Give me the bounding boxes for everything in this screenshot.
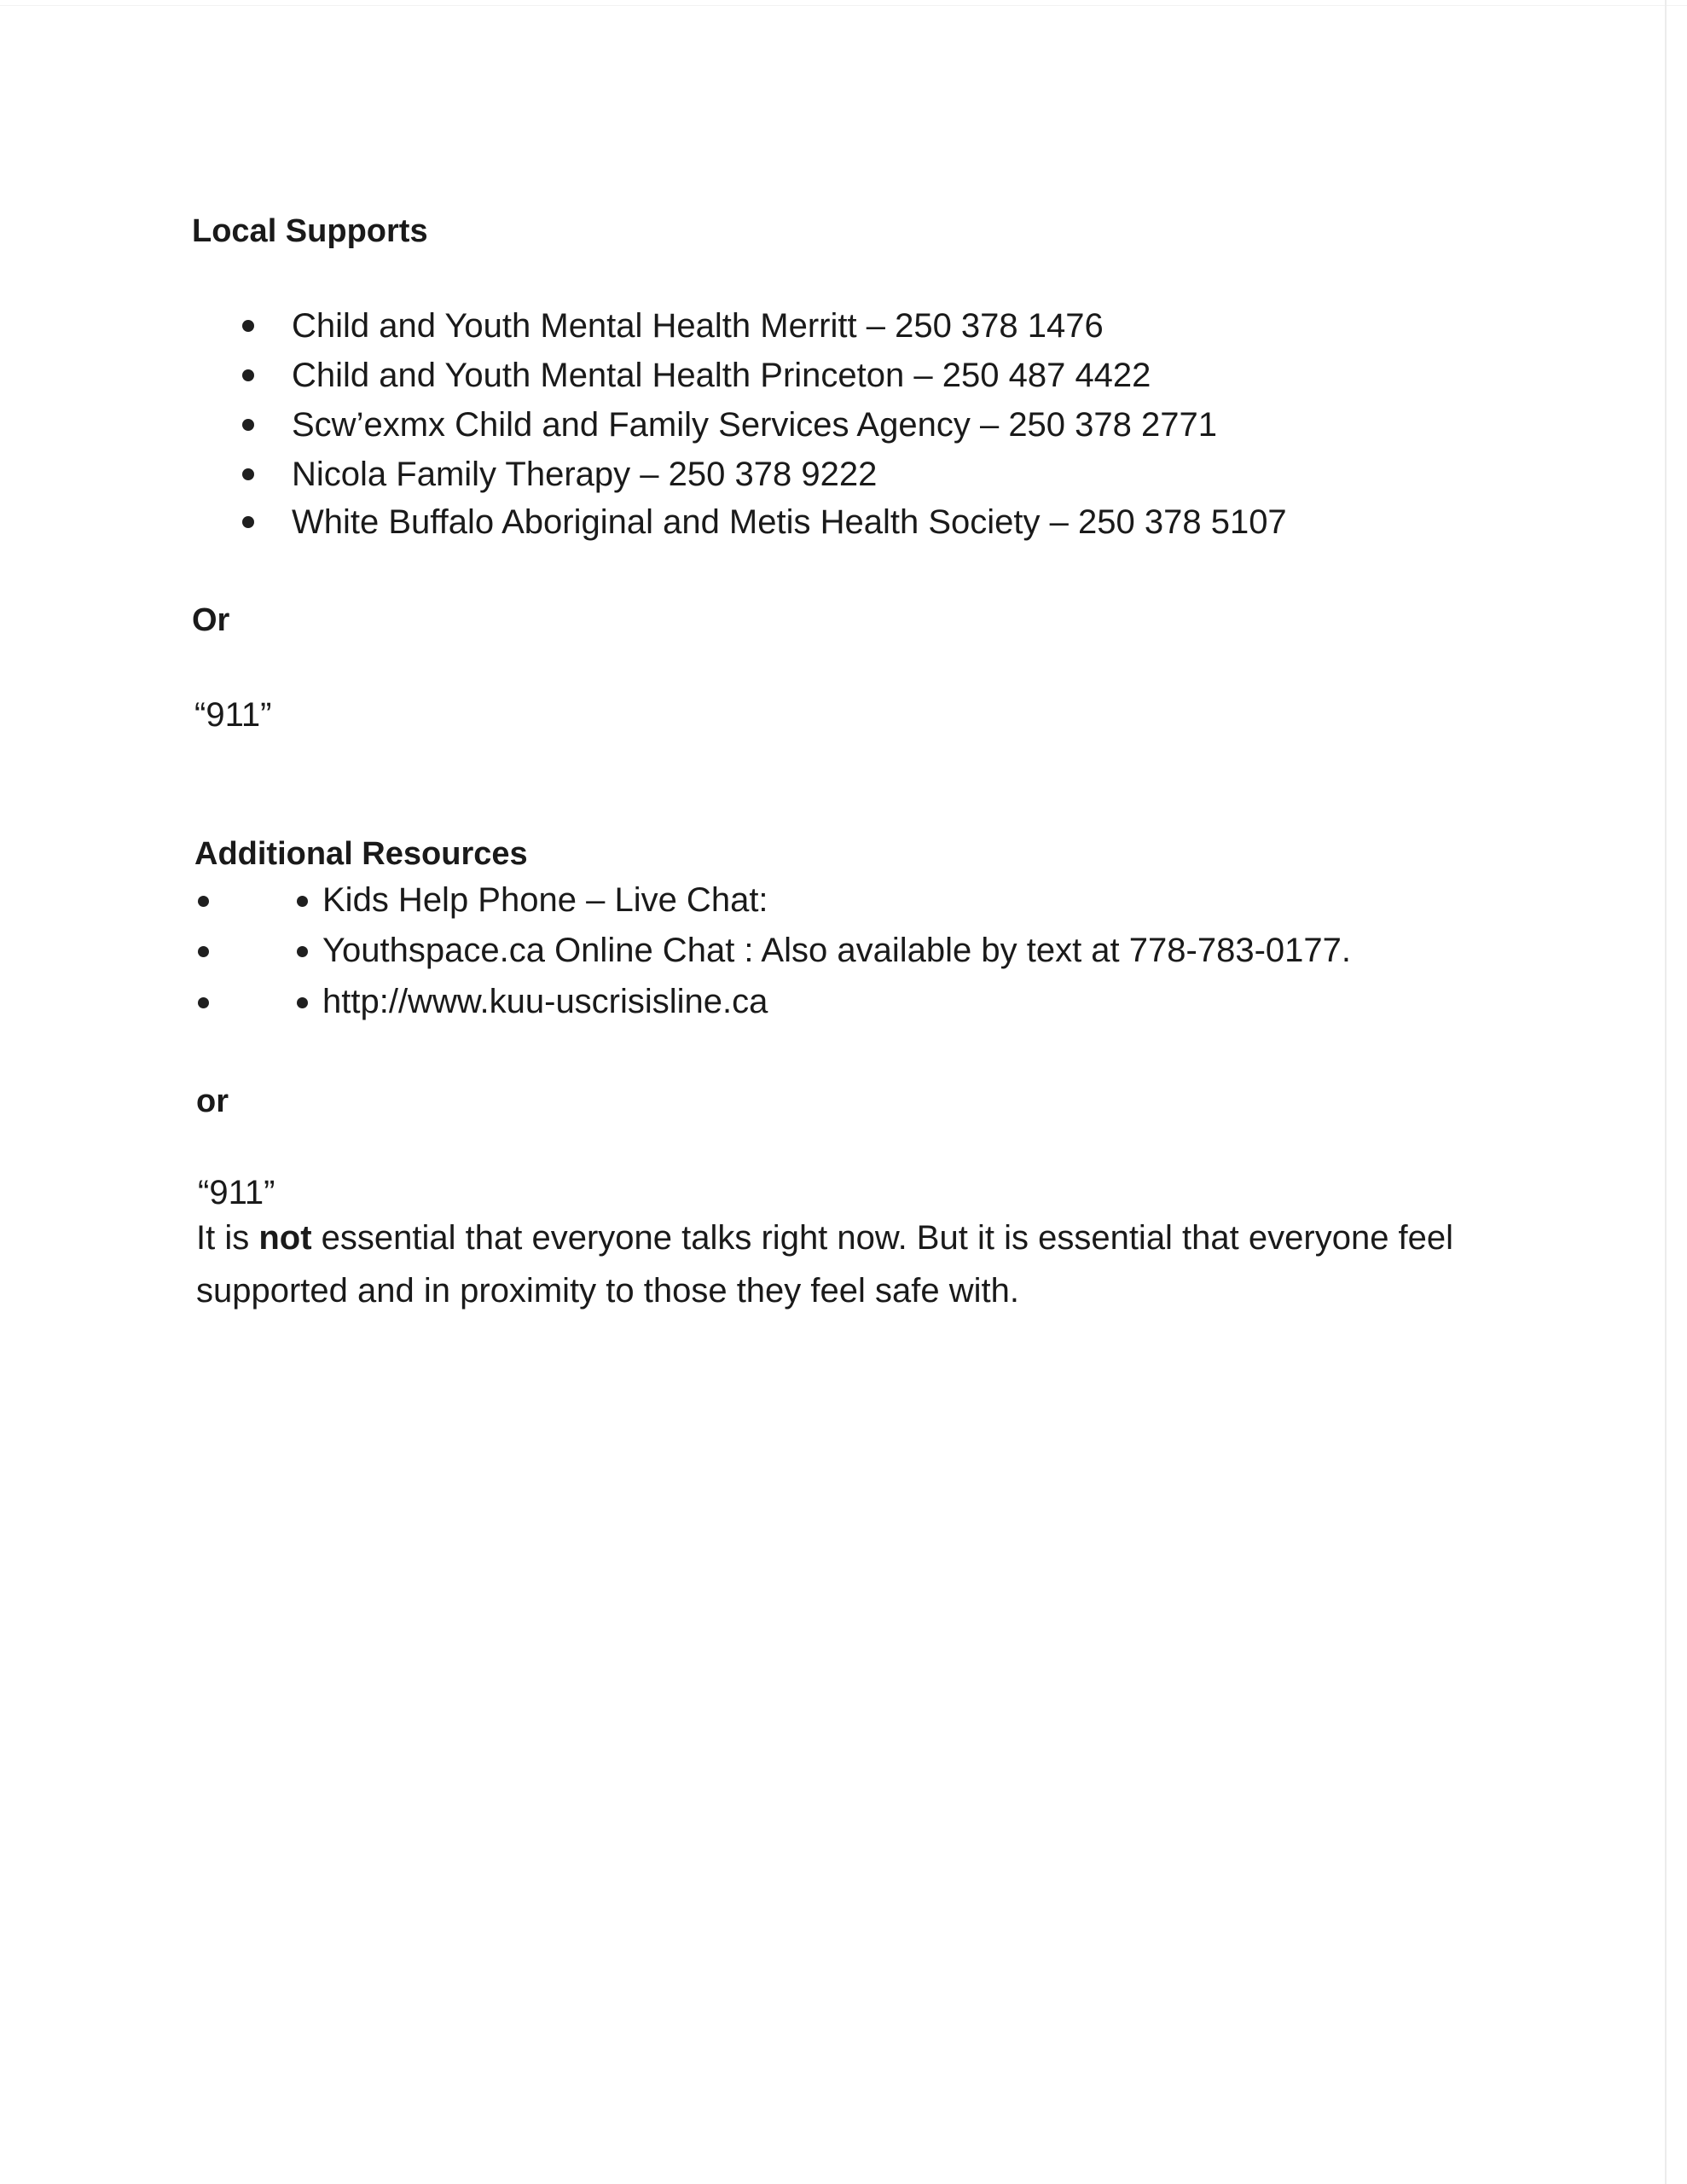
local-supports-heading: Local Supports (192, 213, 428, 249)
list-item-text: Scw’exmx Child and Family Services Agency – 250 378 2771 (292, 406, 1217, 444)
closing-rest: essential that everyone talks right now. But it is essential that everyone feel supported and in proximity to those they feel safe with. (196, 1219, 1454, 1310)
bullet-icon (242, 369, 254, 381)
closing-emphasis: not (258, 1219, 312, 1257)
bullet-icon (297, 946, 308, 957)
list-item-text: Youthspace.ca Online Chat : Also available by text at 778-783-0177. (322, 932, 1351, 969)
bullet-icon (198, 946, 209, 957)
bullet-icon (242, 419, 254, 431)
closing-paragraph (196, 1211, 1527, 1317)
list-item-text: http://www.kuu-uscrisisline.ca (322, 983, 768, 1020)
bullet-icon (242, 320, 254, 332)
additional-resources-heading: Additional Resources (194, 836, 528, 872)
list-item-text: Child and Youth Mental Health Princeton – 250 487 4422 (292, 357, 1151, 394)
closing-lead: It is (196, 1219, 259, 1257)
bullet-icon (297, 997, 308, 1008)
list-item-text: Kids Help Phone – Live Chat: (322, 881, 768, 919)
bullet-icon (297, 896, 308, 907)
or-label: Or (192, 602, 230, 638)
emergency-number: “911” (194, 696, 272, 734)
list-item-text: Child and Youth Mental Health Merritt – 250 378 1476 (292, 307, 1104, 345)
scan-top-edge (0, 5, 1687, 6)
bullet-icon (242, 516, 254, 528)
bullet-icon (242, 468, 254, 480)
scan-right-edge (1665, 0, 1667, 2184)
list-item-text: Nicola Family Therapy – 250 378 9222 (292, 456, 878, 493)
emergency-number: “911” (198, 1174, 275, 1211)
bullet-icon (198, 997, 209, 1008)
or-label: or (196, 1083, 229, 1119)
bullet-icon (198, 896, 209, 907)
list-item-text: White Buffalo Aboriginal and Metis Health Society – 250 378 5107 (292, 503, 1287, 541)
